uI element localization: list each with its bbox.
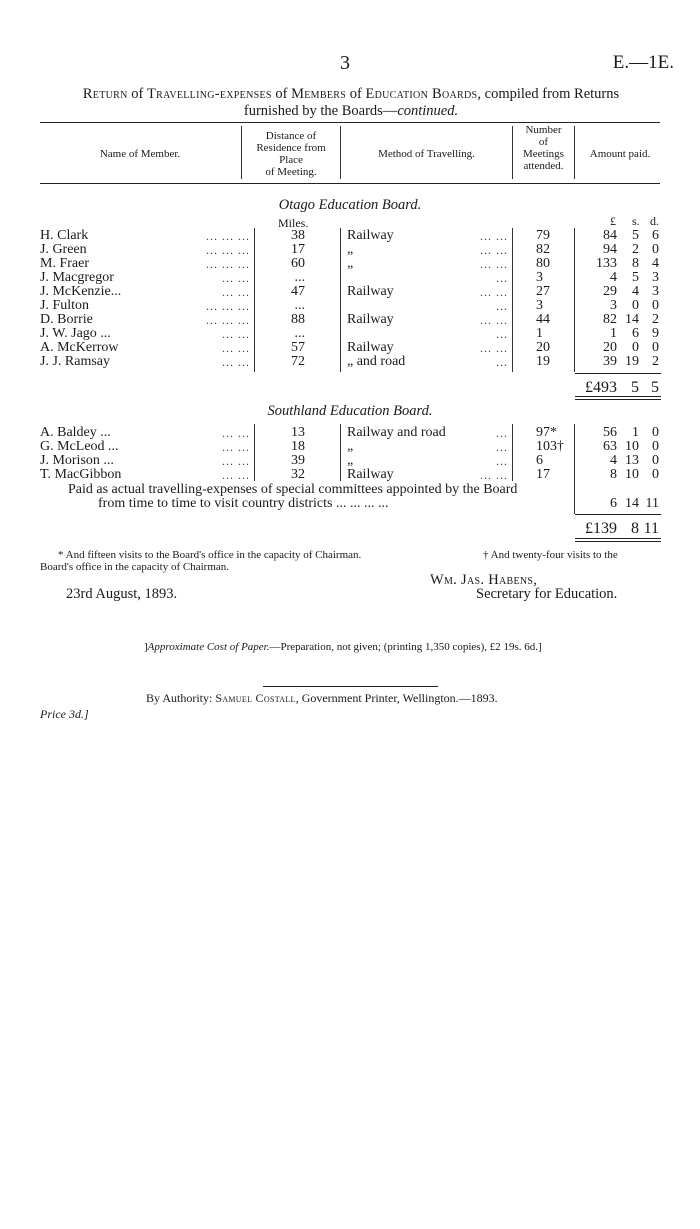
leader-dots: ... ... (480, 313, 508, 327)
leader-dots: ... ... (480, 341, 508, 355)
header-distance-line: Place (279, 154, 303, 166)
meetings-value: 6 (536, 453, 543, 468)
southland-total-shillings: 8 (631, 520, 639, 537)
amount-pounds: 94 (603, 242, 617, 257)
leader-dots: ... ... (480, 257, 508, 271)
meetings-value: 97* (536, 425, 557, 440)
meetings-value: 80 (536, 256, 550, 271)
amount-shillings: 8 (632, 256, 639, 271)
amount-pence: 0 (652, 340, 659, 355)
table-row (0, 313, 700, 327)
distance-value: 72 (291, 354, 305, 369)
leader-dots: ... ... (480, 468, 508, 482)
meetings-value: 19 (536, 354, 550, 369)
travel-method: „ and road (347, 354, 406, 369)
table-row (0, 299, 700, 313)
member-name: J. W. Jago ... (40, 326, 111, 341)
southland-heading: Southland Education Board. (267, 403, 433, 419)
member-name: J. Morison ... (40, 453, 114, 468)
distance-value: ... (294, 326, 305, 341)
header-top-rule (40, 122, 660, 123)
header-meetings (513, 124, 574, 172)
amount-pence: 9 (652, 326, 659, 341)
authority-line (146, 691, 498, 706)
member-name: M. Fraer (40, 256, 89, 271)
travel-method: „ (347, 242, 354, 257)
header-distance-line: Distance of (265, 130, 317, 142)
amount-shillings: 1 (632, 425, 639, 440)
southland-total-pounds: £139 (585, 520, 617, 537)
amount-pence: 0 (652, 453, 659, 468)
amount-pence: 0 (652, 425, 659, 440)
amount-shillings: 2 (632, 242, 639, 257)
travel-method: Railway and road (347, 425, 446, 440)
amount-shillings: 13 (625, 453, 639, 468)
special-shillings: 14 (625, 496, 639, 511)
otago-total-pence: 5 (651, 379, 659, 396)
table-row (0, 243, 700, 257)
header-meetings-line: of (538, 136, 549, 148)
travel-method: Railway (347, 467, 394, 482)
amount-pence: 2 (652, 312, 659, 327)
special-committees-line1: Paid as actual travelling-expenses of special committees appointed by the Board (68, 482, 518, 497)
distance-value: 47 (291, 284, 305, 299)
title-fragment: Education Boards (365, 86, 478, 102)
meetings-value: 79 (536, 228, 550, 243)
leader-dots: ... ... (222, 454, 250, 468)
otago-total-underline (575, 399, 661, 400)
leader-dots: ... (496, 327, 508, 341)
header-meetings-line: Number (525, 124, 562, 136)
amount-shillings: 19 (625, 354, 639, 369)
leader-dots: ... (496, 271, 508, 285)
header-distance-line: of Meeting. (265, 166, 317, 178)
amount-shillings: 4 (632, 284, 639, 299)
travel-method: Railway (347, 340, 394, 355)
meetings-value: 103† (536, 439, 564, 454)
member-name: T. MacGibbon (40, 467, 122, 482)
amount-shillings: 10 (625, 467, 639, 482)
title-fragment: Members (291, 86, 347, 102)
southland-total-underline (575, 541, 661, 542)
title-fragment: of (271, 86, 292, 102)
leader-dots: ... ... (480, 229, 508, 243)
travel-method: „ (347, 453, 354, 468)
title-fragment: continued. (397, 103, 459, 119)
distance-value: ... (294, 270, 305, 285)
leader-dots: ... ... ... (206, 313, 250, 327)
table-row (0, 257, 700, 271)
otago-total-rule (575, 373, 661, 374)
title-fragment: furnished by the Boards— (243, 103, 398, 119)
price: Price 3d.] (40, 707, 89, 721)
footnote-dagger-continued: Board's office in the capacity of Chairman. (40, 561, 230, 573)
table-title (40, 86, 662, 120)
signatory-name: Wm. Jas. Habens, (430, 572, 538, 588)
otago-heading: Otago Education Board. (278, 197, 422, 213)
otago-total-shillings: 5 (631, 379, 639, 396)
otago-total-underline (575, 396, 661, 397)
member-name: J. McKenzie... (40, 284, 122, 299)
amount-pounds: 1 (610, 326, 617, 341)
otago-total (575, 379, 661, 396)
amount-pounds: 56 (603, 425, 617, 440)
meetings-value: 82 (536, 242, 550, 257)
amount-pounds: 84 (603, 228, 617, 243)
leader-dots: ... ... ... (206, 299, 250, 313)
amount-pounds: 3 (610, 298, 617, 313)
leader-dots: ... (496, 299, 508, 313)
travel-method: Railway (347, 312, 394, 327)
meetings-value: 17 (536, 467, 550, 482)
amount-pounds: 133 (596, 256, 617, 271)
header-meetings-line: Meetings (523, 148, 564, 160)
amount-pounds: 29 (603, 284, 617, 299)
southland-total-pence: 11 (643, 520, 659, 537)
member-name: J. J. Ramsay (40, 354, 110, 369)
distance-value: 60 (291, 256, 305, 271)
document-reference: E.—1E. (612, 52, 674, 73)
title-fragment: , compiled from Returns (477, 86, 620, 102)
meetings-value: 44 (536, 312, 550, 327)
meetings-value: 1 (536, 326, 543, 341)
leader-dots: ... (496, 454, 508, 468)
amount-shillings: 6 (632, 326, 639, 341)
special-committees-amount (575, 497, 661, 511)
header-distance-line: Residence from (256, 142, 326, 154)
member-name: J. Macgregor (40, 270, 114, 285)
member-name: H. Clark (40, 228, 89, 243)
meetings-value: 20 (536, 340, 550, 355)
otago-total-pounds: £493 (585, 379, 617, 396)
amount-pence: 4 (652, 256, 659, 271)
currency-pounds: £ (610, 214, 616, 228)
meetings-value: 3 (536, 270, 543, 285)
amount-shillings: 0 (632, 298, 639, 313)
leader-dots: ... ... (222, 285, 250, 299)
header-name: Name of Member. (99, 148, 181, 160)
amount-pounds: 4 (610, 453, 617, 468)
southland-total (575, 520, 661, 537)
footnote-dagger: † And twenty-four visits to the (483, 549, 618, 561)
distance-value: 18 (291, 439, 305, 454)
footnote-star: * And fifteen visits to the Board's office in the capacity of Chairman. (58, 549, 362, 561)
travel-method: Railway (347, 284, 394, 299)
amount-shillings: 5 (632, 228, 639, 243)
leader-dots: ... ... (480, 285, 508, 299)
table-row (0, 426, 700, 440)
table-row (0, 355, 700, 369)
amount-shillings: 0 (632, 340, 639, 355)
amount-pounds: 39 (603, 354, 617, 369)
amount-pence: 0 (652, 298, 659, 313)
distance-value: ... (294, 298, 305, 313)
table-row (0, 341, 700, 355)
cost-note-text: —Preparation, not given; (printing 1,350 copies), £2 19s. 6d.] (269, 641, 542, 653)
special-committees-line2: from time to time to visit country districts ... ... ... ... (98, 496, 389, 511)
table-row (0, 468, 700, 482)
leader-dots: ... (496, 440, 508, 454)
currency-pence: d. (650, 214, 659, 228)
amount-shillings: 5 (632, 270, 639, 285)
header-distance (242, 130, 340, 178)
amount-pence: 2 (652, 354, 659, 369)
special-pounds: 6 (610, 496, 617, 511)
distance-value: 39 (291, 453, 305, 468)
title-fragment: Travelling-expenses (146, 86, 272, 102)
amount-pounds: 82 (603, 312, 617, 327)
table-row (0, 271, 700, 285)
leader-dots: ... ... ... (206, 257, 250, 271)
amount-pence: 3 (652, 270, 659, 285)
member-name: G. McLeod ... (40, 439, 119, 454)
currency-shillings: s. (632, 214, 640, 228)
amount-pounds: 8 (610, 467, 617, 482)
authority-suffix: , Government Printer, Wellington.—1893. (295, 691, 498, 705)
amount-pence: 0 (652, 439, 659, 454)
amount-pence: 3 (652, 284, 659, 299)
authority-prefix: By Authority: (146, 691, 213, 705)
authority-rule (263, 686, 438, 687)
travel-method: Railway (347, 228, 394, 243)
leader-dots: ... ... (222, 468, 250, 482)
signatory-role: Secretary for Education. (476, 586, 618, 602)
meetings-value: 27 (536, 284, 550, 299)
page-number: 3 (340, 52, 350, 74)
authority-printer: Samuel Costall (215, 691, 296, 705)
special-pence: 11 (645, 496, 659, 511)
title-fragment: of (346, 86, 366, 102)
amount-pounds: 4 (610, 270, 617, 285)
leader-dots: ... (496, 426, 508, 440)
leader-dots: ... ... (222, 355, 250, 369)
member-name: A. McKerrow (40, 340, 119, 355)
miles-label: Miles. (278, 216, 309, 230)
amount-shillings: 14 (625, 312, 639, 327)
report-date: 23rd August, 1893. (66, 586, 178, 602)
leader-dots: ... ... (222, 341, 250, 355)
member-name: J. Green (40, 242, 87, 257)
header-meetings-line: attended. (523, 160, 564, 172)
table-row (0, 440, 700, 454)
distance-value: 13 (291, 425, 305, 440)
table-row (0, 327, 700, 341)
distance-value: 38 (291, 228, 305, 243)
header-method: Method of Travelling. (378, 148, 475, 160)
leader-dots: ... ... (222, 426, 250, 440)
travel-method: „ (347, 256, 354, 271)
distance-value: 57 (291, 340, 305, 355)
title-word-return: Return (82, 86, 128, 102)
cost-note-label: Approximate Cost of Paper. (147, 641, 270, 653)
table-row (0, 454, 700, 468)
member-name: J. Fulton (40, 298, 90, 313)
amount-pence: 0 (652, 467, 659, 482)
header-bottom-rule (40, 183, 660, 184)
distance-value: 17 (291, 242, 305, 257)
leader-dots: ... ... (480, 243, 508, 257)
distance-value: 32 (291, 467, 305, 482)
leader-dots: ... ... (222, 271, 250, 285)
travel-method: „ (347, 439, 354, 454)
member-name: D. Borrie (40, 312, 93, 327)
southland-total-underline (575, 538, 661, 539)
leader-dots: ... ... ... (206, 229, 250, 243)
table-row (0, 229, 700, 243)
leader-dots: ... ... (222, 440, 250, 454)
header-amount: Amount paid. (589, 148, 651, 160)
meetings-value: 3 (536, 298, 543, 313)
cost-note: ]Approximate Cost of Paper.—Preparation, not given; (printing 1,350 copies), £2 19s. 6d.] (144, 641, 542, 653)
leader-dots: ... ... ... (206, 243, 250, 257)
distance-value: 88 (291, 312, 305, 327)
amount-pence: 6 (652, 228, 659, 243)
amount-pounds: 63 (603, 439, 617, 454)
leader-dots: ... ... (222, 327, 250, 341)
leader-dots: ... (496, 355, 508, 369)
amount-shillings: 10 (625, 439, 639, 454)
southland-total-rule (575, 514, 661, 515)
member-name: A. Baldey ... (40, 425, 111, 440)
table-row (0, 285, 700, 299)
title-fragment: of (127, 86, 147, 102)
amount-pounds: 20 (603, 340, 617, 355)
amount-pence: 0 (652, 242, 659, 257)
